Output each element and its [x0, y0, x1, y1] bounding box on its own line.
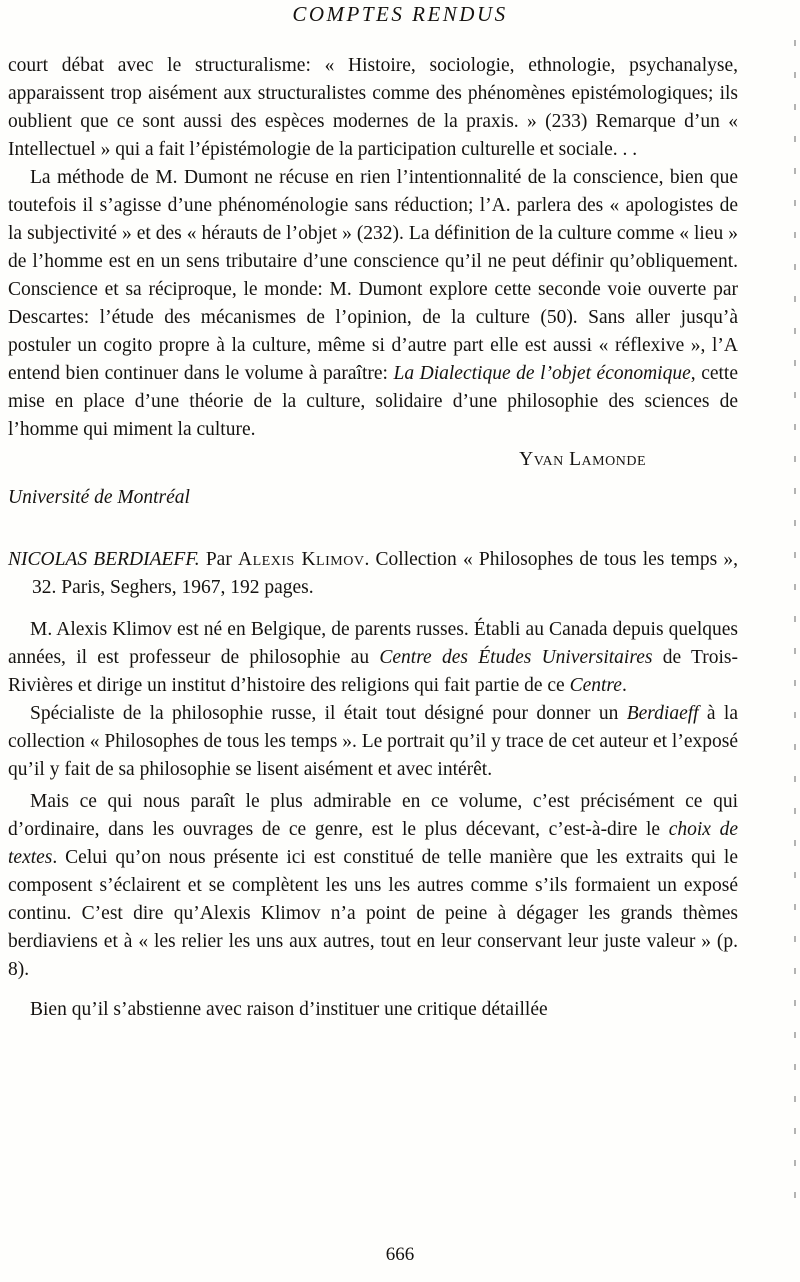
text-segment: Université de Montréal: [8, 487, 190, 508]
text-segment: , cette mise en place d’une théorie de la culture, solidaire d’une philosophie des sciences de l’homme qui miment la culture.: [8, 363, 738, 440]
text-segment: Spécialiste de la philosophie russe, il était tout désigné pour donner un: [30, 703, 627, 724]
text-segment: M. Alexis Klimov est né en Belgique, de parents russes. Établi au Canada depuis quelques années, il est professeur de philosophie au: [8, 619, 738, 668]
text-segment: Mais ce qui nous paraît le plus admirable en ce volume, c’est précisément ce qui d’ordinaire, dans les ouvrages de ce genre, est le plus décevant, c’est-à-dire le: [8, 791, 738, 840]
text-segment: La méthode de M. Dumont ne récuse en rien l’intentionnalité de la conscience, bien que toutefois il s’agisse d’une phénoménologie sans réduction; l’A. parlera des « apologistes de la subjectivité » et des « hérauts de l’objet » (232). La définition de la culture comme « lieu » de l’homme est en un sens tributaire d’une conscience qu’il ne peut définir qu’obliquement. Conscience et sa réciproque, le monde: M. Dumont explore cette seconde voie ouverte par Descartes: l’étude des mécanismes de l’opinion, de la culture (50). Sans aller jusqu’à postuler un cogito propre à la culture, même si d’autre part elle est aussi « réflexive », l’A entend bien continuer dans le volume à paraître:: [8, 167, 738, 384]
review1-affiliation: [8, 484, 738, 512]
text-segment: .: [621, 675, 627, 696]
text-segment: de Trois-Rivières et dirige un institut d’histoire des religions qui fait partie de ce: [8, 647, 739, 696]
text-segment: Alexis Klimov: [238, 549, 365, 570]
review2-heading: [8, 546, 738, 602]
text-segment: . Collection « Philosophes de tous les temps », 32. Paris, Seghers, 1967, 192 pages.: [32, 549, 738, 598]
review1-para1: [8, 52, 738, 164]
page-header: COMPTES RENDUS: [292, 2, 508, 26]
text-segment: Berdiaeff: [626, 703, 699, 724]
review1-signature: [8, 446, 738, 474]
text-segment: court débat avec le structuralisme: « Histoire, sociologie, ethnologie, psychanalyse, apparaissent trop aisément aux structuralistes comme des phénomènes epistémologiques; ils oublient que ce sont aussi des espèces modernes de la praxis. » (233) Remarque d’un « Intellectuel » qui a fait l’épistémologie de la participation culturelle et sociale. . .: [8, 55, 738, 160]
text-segment: NICOLAS BERDIAEFF.: [8, 549, 200, 570]
review2-para3: [8, 788, 738, 984]
text-blocks: [0, 52, 800, 1024]
page-number: 666: [385, 1244, 415, 1265]
text-segment: . Celui qu’on nous présente ici est constitué de telle manière que les extraits qui le composent s’éclairent et se complètent les uns les autres comme s’ils formaient un exposé continu. C’est dire qu’Alexis Klimov n’a point de peine à dégager les grands thèmes berdiaviens et à « les relier les uns aux autres, tout en leur conservant leur juste valeur » (p. 8).: [8, 847, 738, 980]
text-segment: La Dialectique de l’objet économique: [393, 363, 691, 384]
text-segment: Centre: [569, 675, 622, 696]
text-segment: Par: [199, 549, 239, 570]
text-segment: choix de textes: [8, 819, 739, 868]
text-segment: Yvan Lamonde: [519, 449, 646, 470]
text-segment: à la collection « Philosophes de tous les temps ». Le portrait qu’il y trace de cet auteur et l’exposé qu’il y fait de sa philosophie se lisent aisément et avec intérêt.: [8, 703, 738, 780]
text-segment: Bien qu’il s’abstienne avec raison d’instituer une critique détaillée: [30, 999, 548, 1020]
review2-para4: [8, 996, 738, 1024]
text-segment: Centre des Études Universitaires: [379, 647, 653, 668]
review1-para2: [8, 164, 738, 444]
review2-para1: [8, 616, 738, 700]
scan-artifact-marks: [794, 40, 796, 1212]
review2-para2: [8, 700, 738, 784]
